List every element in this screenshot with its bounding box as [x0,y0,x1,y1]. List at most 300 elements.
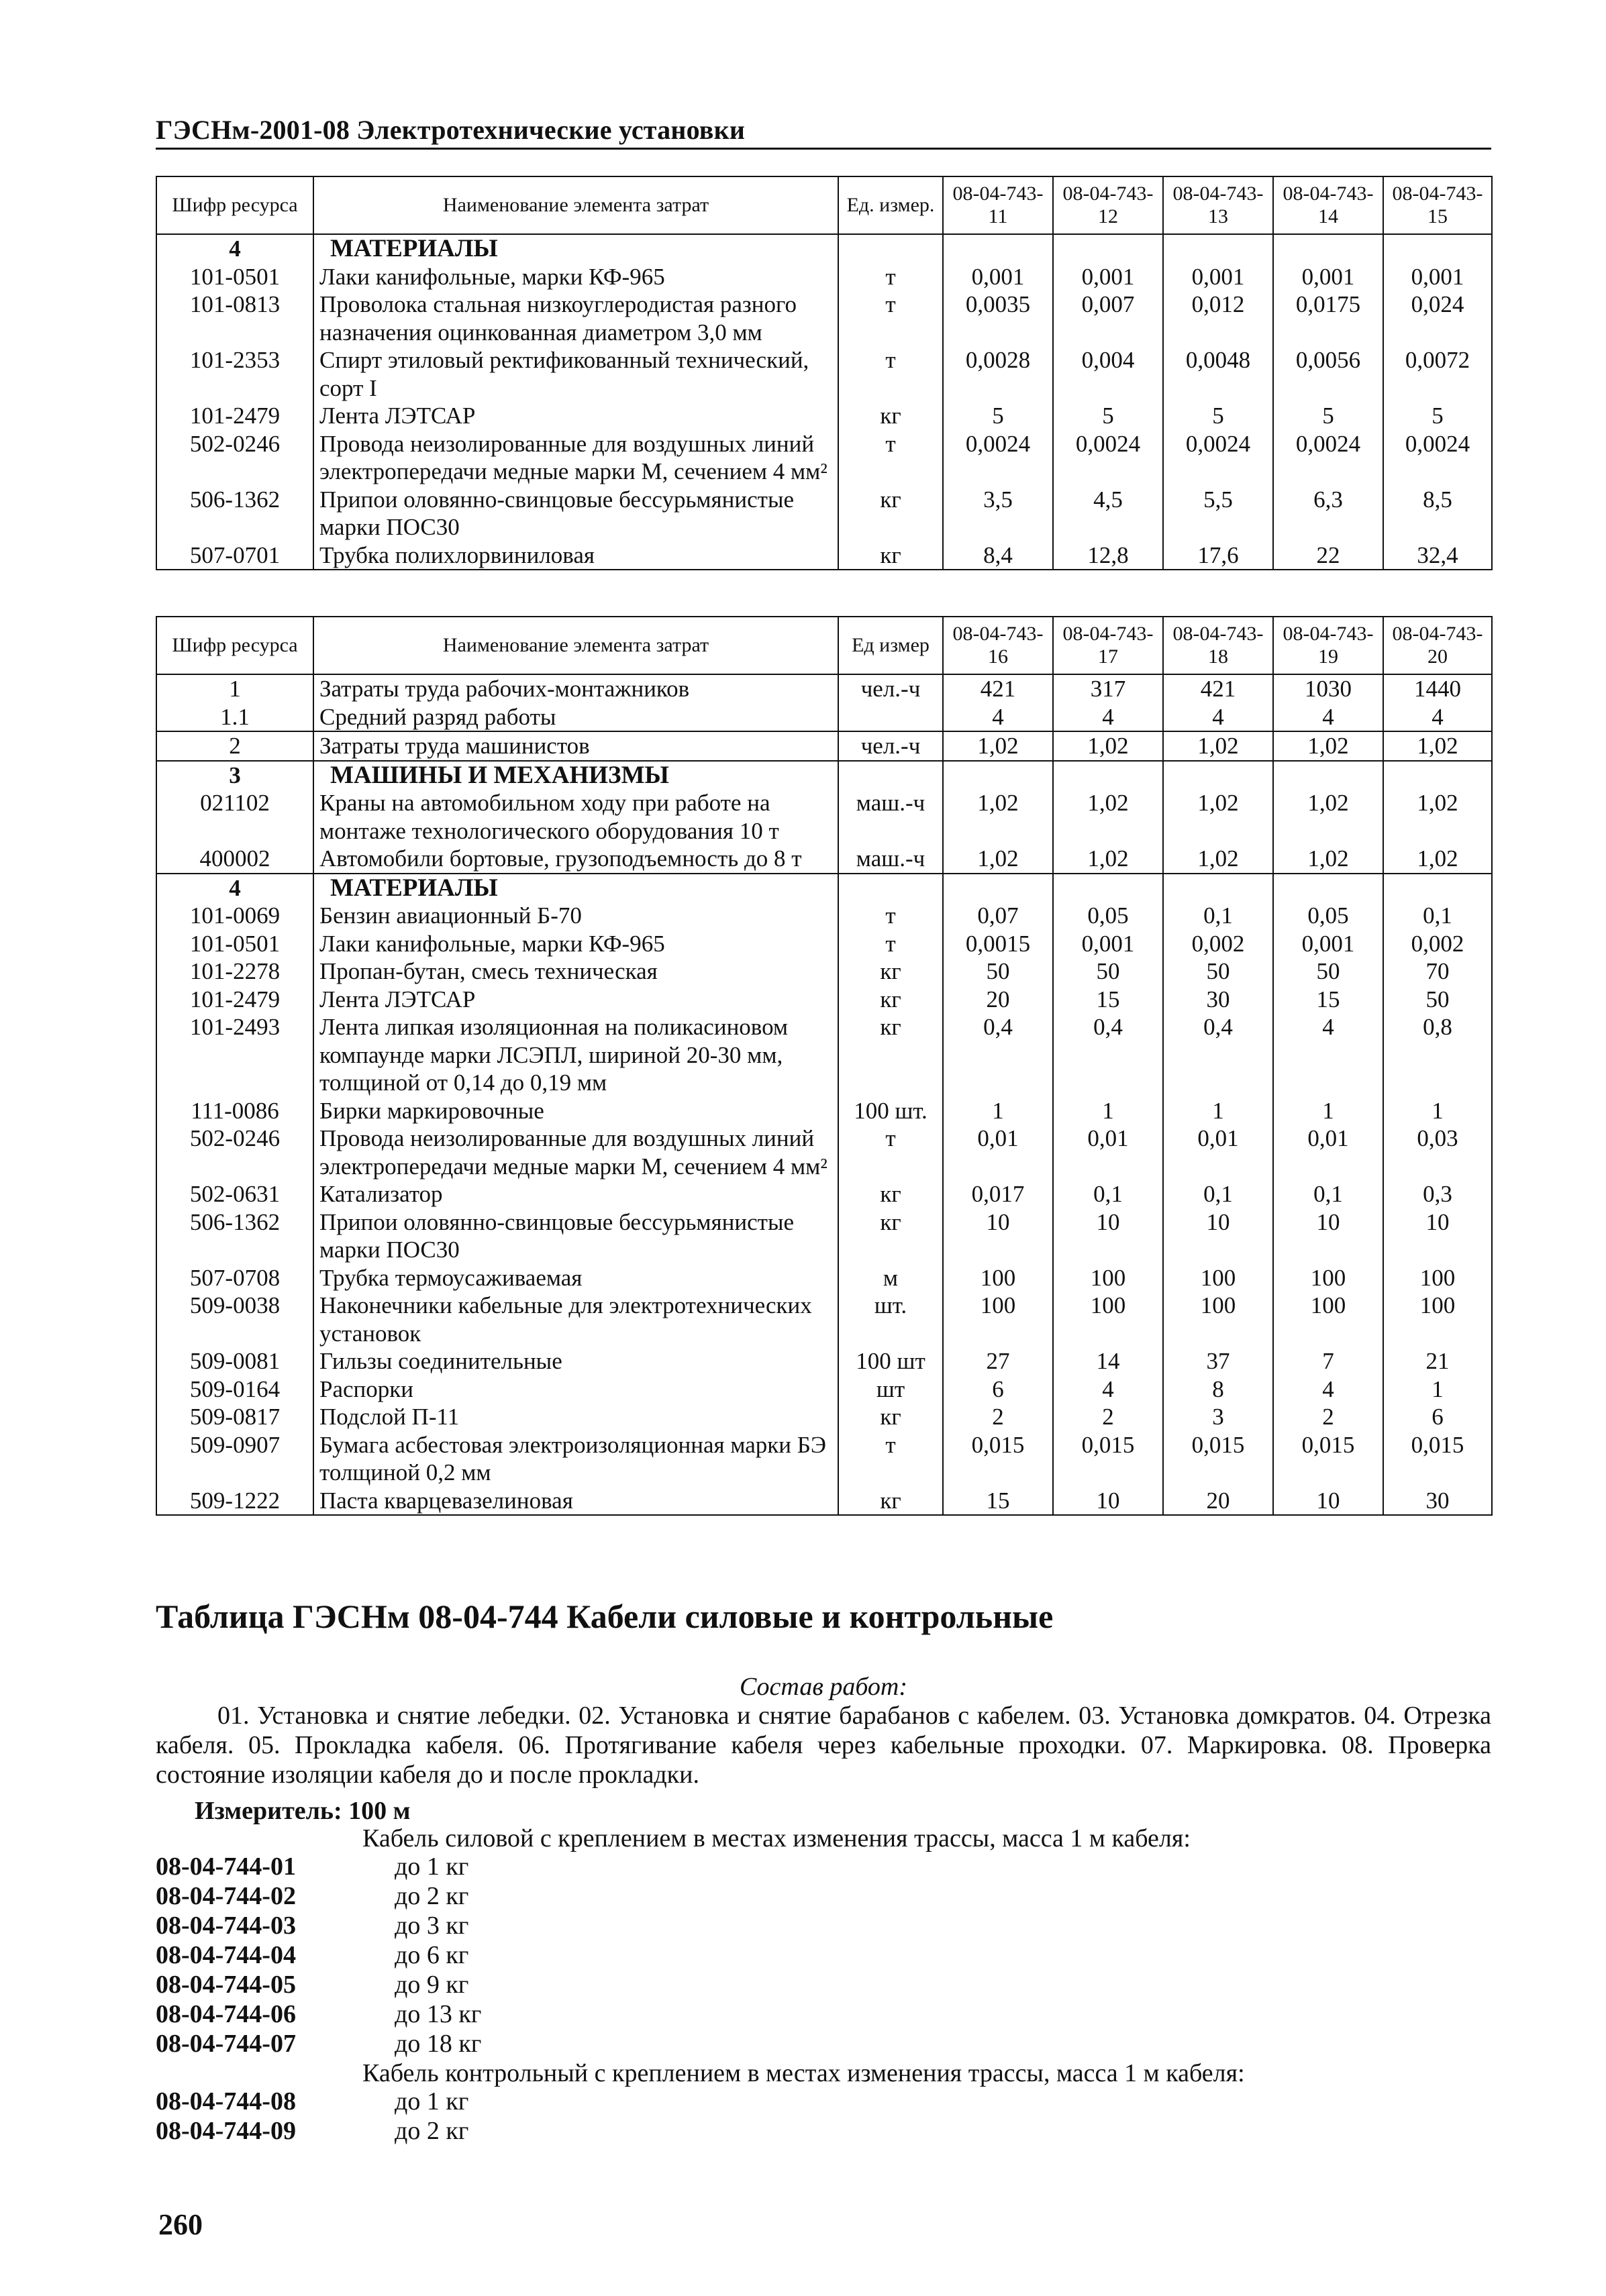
cell-name: Автомобили бортовые, грузоподъемность до 8 т [313,845,838,874]
cell-name: Лента липкая изоляционная на поликасиновом компаунде марки ЛСЭПЛ, шириной 20-30 мм, толщиной от 0,14 до 0,19 мм [313,1013,838,1097]
table-row [156,541,1492,570]
resource-table-743-11-15 [156,176,1493,570]
cell-value: 27 [943,1347,1053,1375]
cell-value: 100 [1273,1264,1383,1292]
cell-unit: кг [838,1013,943,1097]
cell-unit: 100 шт [838,1347,943,1375]
item-code: 08-04-744-03 [156,1912,296,1940]
cell-value: 10 [1053,1208,1163,1264]
header-col-4: 08-04-743-19 [1273,617,1383,674]
cell-name: МАТЕРИАЛЫ [313,234,838,263]
cell-name: Бензин авиационный Б-70 [313,902,838,930]
cell-unit: т [838,291,943,346]
cell-name: Гильзы соединительные [313,1347,838,1375]
cell-value: 1030 [1273,674,1383,703]
cell-value: 22 [1273,541,1383,570]
header-col-5: 08-04-743-20 [1383,617,1492,674]
cell-value: 1,02 [1053,845,1163,874]
cell-value: 8 [1163,1375,1273,1404]
section-row [156,234,1492,263]
table-row [156,1403,1492,1431]
cell-value: 0,0035 [943,291,1053,346]
cell-code: 101-0813 [156,291,313,346]
composition-heading: Состав работ: [739,1673,908,1701]
cell-name: Бирки маркировочные [313,1097,838,1125]
cell-value: 0,01 [1273,1125,1383,1180]
cell-unit: шт. [838,1292,943,1347]
cell-value: 70 [1383,957,1492,986]
cell-value: 0,1 [1273,1180,1383,1208]
cell-value: 100 [1053,1264,1163,1292]
cell-value: 4,5 [1053,486,1163,541]
item-code: 08-04-744-02 [156,1882,296,1910]
cell-value: 4 [1273,703,1383,732]
cell-name: Трубка полихлорвиниловая [313,541,838,570]
cell-value: 100 [1053,1292,1163,1347]
cell-value: 20 [1163,1487,1273,1516]
header-col-1: 08-04-743-16 [943,617,1053,674]
cell-value: 15 [943,1487,1053,1516]
cell-value [1163,761,1273,790]
cell-value: 5 [1163,402,1273,430]
cell-value: 0,1 [1053,1180,1163,1208]
table-row [156,902,1492,930]
section-title: Таблица ГЭСНм 08-04-744 Кабели силовые и контрольные [156,1598,1054,1635]
cell-value: 50 [1383,986,1492,1014]
item-code: 08-04-744-09 [156,2117,296,2145]
cell-value: 0,05 [1273,902,1383,930]
cell-code: 509-0081 [156,1347,313,1375]
item-desc: до 2 кг [395,1882,469,1910]
cell-value: 1 [1053,1097,1163,1125]
cell-value: 10 [1383,1208,1492,1264]
cell-code: 021102 [156,789,313,845]
cell-value: 2 [1053,1403,1163,1431]
header-col-2: 08-04-743-12 [1053,176,1163,234]
cell-value: 30 [1163,986,1273,1014]
cell-unit: кг [838,402,943,430]
table-row [156,1431,1492,1487]
header-col-3: 08-04-743-18 [1163,617,1273,674]
cell-code: 101-0501 [156,930,313,958]
cell-name: Наконечники кабельные для электротехнических установок [313,1292,838,1347]
cell-value: 0,0024 [1053,430,1163,486]
table-header-row [156,176,1492,234]
item-code: 08-04-744-07 [156,2030,296,2058]
header-col-5: 08-04-743-15 [1383,176,1492,234]
item-code: 08-04-744-06 [156,2000,296,2028]
cell-unit: м [838,1264,943,1292]
cell-value [1053,761,1163,790]
list-item [156,1881,468,1911]
cell-value: 50 [1163,957,1273,986]
cell-name: Спирт этиловый ректификованный технический, сорт I [313,346,838,402]
cell-value: 0,015 [943,1431,1053,1487]
cell-value: 6 [1383,1403,1492,1431]
cell-value: 0,001 [1273,263,1383,291]
list-item [156,2116,468,2146]
cell-value: 50 [1053,957,1163,986]
cell-name: Лента ЛЭТСАР [313,986,838,1014]
cell-unit: чел.-ч [838,674,943,703]
cell-value: 1,02 [1053,789,1163,845]
header-col-2: 08-04-743-17 [1053,617,1163,674]
table-row [156,1375,1492,1404]
cell-value: 0,001 [1053,263,1163,291]
resource-table-743-16-20 [156,616,1493,1516]
cell-value: 10 [1163,1208,1273,1264]
cell-value: 100 [1383,1292,1492,1347]
cell-value: 1,02 [1273,731,1383,761]
cell-value: 15 [1053,986,1163,1014]
table-row [156,1097,1492,1125]
cell-name: МАТЕРИАЛЫ [313,874,838,902]
table-row [156,703,1492,732]
cell-value: 37 [1163,1347,1273,1375]
cell-value [1053,874,1163,902]
cell-name: Затраты труда рабочих-монтажников [313,674,838,703]
cell-code: 400002 [156,845,313,874]
table-row [156,1013,1492,1097]
cell-name: Лаки канифольные, марки КФ-965 [313,263,838,291]
table-row [156,1264,1492,1292]
cell-value: 0,0028 [943,346,1053,402]
cell-unit: кг [838,986,943,1014]
cell-value: 1,02 [1273,789,1383,845]
cell-unit: кг [838,1487,943,1516]
cell-name: Катализатор [313,1180,838,1208]
cell-unit: кг [838,1180,943,1208]
cell-name: Бумага асбестовая электроизоляционная марки БЭ толщиной 0,2 мм [313,1431,838,1487]
cell-value: 1,02 [943,845,1053,874]
cell-value: 4 [1273,1013,1383,1097]
header-col-3: 08-04-743-13 [1163,176,1273,234]
cell-value: 0,4 [1053,1013,1163,1097]
cell-value [943,761,1053,790]
cell-code: 111-0086 [156,1097,313,1125]
cell-code: 101-2479 [156,986,313,1014]
header-rule [156,148,1491,150]
cell-value: 0,0056 [1273,346,1383,402]
cell-name: Провода неизолированные для воздушных линий электропередачи медные марки М, сечением 4 мм² [313,430,838,486]
running-header: ГЭСНм-2001-08 Электротехнические установки [156,115,746,145]
cell-value: 7 [1273,1347,1383,1375]
cell-unit [838,761,943,790]
cell-value: 0,001 [1163,263,1273,291]
item-code: 08-04-744-05 [156,1971,296,1999]
header-code: Шифр ресурса [156,617,313,674]
cell-value: 1,02 [1053,731,1163,761]
item-desc: до 13 кг [395,2000,482,2028]
table-row [156,731,1492,761]
cell-value: 14 [1053,1347,1163,1375]
cell-unit: маш.-ч [838,845,943,874]
table-row [156,1125,1492,1180]
item-code: 08-04-744-01 [156,1853,296,1881]
cell-value: 0,8 [1383,1013,1492,1097]
cell-code: 101-0069 [156,902,313,930]
cell-code: 509-1222 [156,1487,313,1516]
cell-value: 421 [943,674,1053,703]
cell-code: 506-1362 [156,1208,313,1264]
cell-value: 12,8 [1053,541,1163,570]
item-desc: до 9 кг [395,1971,469,1999]
cell-value: 1440 [1383,674,1492,703]
cell-value: 10 [1273,1487,1383,1516]
table-row [156,1208,1492,1264]
list-item [156,1940,468,1970]
cell-name: Средний разряд работы [313,703,838,732]
cell-value: 3,5 [943,486,1053,541]
item-desc: до 3 кг [395,1912,469,1940]
table-row [156,1487,1492,1516]
cell-value: 5 [943,402,1053,430]
cell-value: 50 [943,957,1053,986]
cell-code: 101-2493 [156,1013,313,1097]
cell-value: 0,024 [1383,291,1492,346]
cell-value: 0,01 [1163,1125,1273,1180]
cell-value: 0,4 [943,1013,1053,1097]
cell-value [1163,874,1273,902]
cell-code: 101-2278 [156,957,313,986]
cell-value: 5 [1273,402,1383,430]
table-row [156,674,1492,703]
table-row [156,1292,1492,1347]
cell-value: 0,01 [1053,1125,1163,1180]
cell-value [1273,761,1383,790]
cell-value: 0,012 [1163,291,1273,346]
cell-unit: т [838,263,943,291]
cell-value: 0,1 [1383,902,1492,930]
cell-value: 5 [1053,402,1163,430]
table-body [156,674,1492,1515]
cell-value: 0,001 [1383,263,1492,291]
meter [195,1796,411,1826]
item-desc: до 1 кг [395,1853,469,1881]
cell-value: 20 [943,986,1053,1014]
cell-name: Провода неизолированные для воздушных линий электропередачи медные марки М, сечением 4 мм² [313,1125,838,1180]
cell-value: 0,0048 [1163,346,1273,402]
header-name: Наименование элемента затрат [313,617,838,674]
cell-unit: кг [838,1403,943,1431]
cell-value: 0,0024 [1163,430,1273,486]
cell-code: 509-0817 [156,1403,313,1431]
cell-value: 4 [1273,1375,1383,1404]
cell-value: 100 [943,1292,1053,1347]
meter-label: Измеритель: [195,1797,342,1825]
cell-value [943,234,1053,263]
group-caption-control: Кабель контрольный с креплением в местах изменения трассы, масса 1 м кабеля: [362,2059,1245,2087]
cell-value: 0,001 [943,263,1053,291]
cell-value [1383,874,1492,902]
cell-code: 509-0038 [156,1292,313,1347]
cell-name: Проволока стальная низкоуглеродистая разного назначения оцинкованная диаметром 3,0 мм [313,291,838,346]
cell-code: 502-0246 [156,1125,313,1180]
cell-value: 6,3 [1273,486,1383,541]
cell-value: 1,02 [1273,845,1383,874]
cell-value: 0,0072 [1383,346,1492,402]
cell-name: Лента ЛЭТСАР [313,402,838,430]
cell-name: Распорки [313,1375,838,1404]
cell-value: 0,4 [1163,1013,1273,1097]
cell-value: 0,002 [1163,930,1273,958]
cell-name: Затраты труда машинистов [313,731,838,761]
cell-name: Трубка термоусаживаемая [313,1264,838,1292]
cell-value: 1,02 [1383,845,1492,874]
cell-value: 0,01 [943,1125,1053,1180]
table-header-row [156,617,1492,674]
list-item [156,1999,481,2029]
item-desc: до 2 кг [395,2117,469,2145]
cell-value: 8,5 [1383,486,1492,541]
cell-unit: шт [838,1375,943,1404]
cell-code: 2 [156,731,313,761]
cell-value: 32,4 [1383,541,1492,570]
cell-value: 0,0015 [943,930,1053,958]
cell-value: 1,02 [1163,731,1273,761]
cell-value: 100 [943,1264,1053,1292]
cell-value: 50 [1273,957,1383,986]
meter-value: 100 м [348,1797,411,1825]
cell-unit: маш.-ч [838,789,943,845]
cell-value: 317 [1053,674,1163,703]
cell-value: 5,5 [1163,486,1273,541]
cell-unit: т [838,930,943,958]
section-row [156,761,1492,790]
cell-unit: 100 шт. [838,1097,943,1125]
list-item [156,1852,468,1881]
cell-value: 0,1 [1163,902,1273,930]
table-row [156,986,1492,1014]
table-row [156,957,1492,986]
item-code: 08-04-744-04 [156,1941,296,1969]
cell-code: 502-0631 [156,1180,313,1208]
cell-name: Лаки канифольные, марки КФ-965 [313,930,838,958]
cell-value: 421 [1163,674,1273,703]
cell-unit: т [838,1125,943,1180]
cell-value: 8,4 [943,541,1053,570]
header-name: Наименование элемента затрат [313,176,838,234]
cell-value: 1 [943,1097,1053,1125]
cell-unit [838,234,943,263]
cell-value: 0,03 [1383,1125,1492,1180]
cell-code: 4 [156,234,313,263]
cell-code: 101-0501 [156,263,313,291]
cell-code: 3 [156,761,313,790]
cell-code: 507-0708 [156,1264,313,1292]
cell-value: 4 [1383,703,1492,732]
table-row [156,402,1492,430]
cell-value: 0,015 [1383,1431,1492,1487]
cell-unit: т [838,430,943,486]
cell-value: 1,02 [1383,789,1492,845]
item-code: 08-04-744-08 [156,2087,296,2116]
cell-value: 1,02 [1163,845,1273,874]
header-code: Шифр ресурса [156,176,313,234]
table-row [156,430,1492,486]
cell-value: 4 [1053,703,1163,732]
cell-name: Краны на автомобильном ходу при работе на монтаже технологического оборудования 10 т [313,789,838,845]
cell-value: 15 [1273,986,1383,1014]
cell-value: 100 [1163,1292,1273,1347]
cell-value: 0,015 [1053,1431,1163,1487]
cell-code: 502-0246 [156,430,313,486]
cell-value: 1 [1163,1097,1273,1125]
cell-code: 101-2479 [156,402,313,430]
cell-value: 1,02 [943,731,1053,761]
cell-code: 4 [156,874,313,902]
header-col-4: 08-04-743-14 [1273,176,1383,234]
cell-value: 30 [1383,1487,1492,1516]
cell-unit: чел.-ч [838,731,943,761]
table-row [156,1180,1492,1208]
list-item [156,2087,468,2116]
cell-value [1053,234,1163,263]
cell-value [1273,234,1383,263]
table-row [156,346,1492,402]
cell-value: 6 [943,1375,1053,1404]
composition-text: 01. Установка и снятие лебедки. 02. Установка и снятие барабанов с кабелем. 03. Установка домкратов. 04. Отрезка кабеля. 05. Прокладка кабеля. 06. Протягивание кабеля через кабельные проходки. 07. Маркировка. 08. Проверка состояние изоляции кабеля до и после прокладки. [156,1702,1491,1789]
cell-value: 1 [1383,1097,1492,1125]
cell-value: 0,0024 [943,430,1053,486]
cell-value: 5 [1383,402,1492,430]
cell-value: 0,0024 [1273,430,1383,486]
cell-value: 4 [1053,1375,1163,1404]
cell-value: 4 [943,703,1053,732]
table-row [156,486,1492,541]
cell-code: 509-0907 [156,1431,313,1487]
cell-value: 10 [1053,1487,1163,1516]
cell-code: 1 [156,674,313,703]
list-item [156,2029,481,2058]
cell-value: 0,07 [943,902,1053,930]
cell-value: 1 [1273,1097,1383,1125]
header-unit: Ед. измер. [838,176,943,234]
cell-value: 21 [1383,1347,1492,1375]
cell-value: 0,001 [1053,930,1163,958]
cell-unit: кг [838,541,943,570]
cell-value: 1,02 [943,789,1053,845]
cell-name: Паста кварцевазелиновая [313,1487,838,1516]
cell-value [1383,234,1492,263]
cell-code: 1.1 [156,703,313,732]
cell-name: Пропан-бутан, смесь техническая [313,957,838,986]
cell-value: 2 [1273,1403,1383,1431]
cell-unit [838,703,943,732]
item-desc: до 18 кг [395,2030,482,2058]
cell-value: 10 [1273,1208,1383,1264]
table-body [156,234,1492,570]
cell-code: 509-0164 [156,1375,313,1404]
cell-value: 2 [943,1403,1053,1431]
page-number: 260 [158,2208,203,2241]
cell-value: 100 [1383,1264,1492,1292]
header-unit: Ед измер [838,617,943,674]
cell-unit: т [838,902,943,930]
cell-value: 0,002 [1383,930,1492,958]
cell-value: 4 [1163,703,1273,732]
cell-value [1163,234,1273,263]
cell-value: 0,004 [1053,346,1163,402]
table-row [156,930,1492,958]
cell-code: 507-0701 [156,541,313,570]
table-row [156,263,1492,291]
cell-value: 0,3 [1383,1180,1492,1208]
cell-value: 10 [943,1208,1053,1264]
cell-value: 1 [1383,1375,1492,1404]
cell-value: 3 [1163,1403,1273,1431]
cell-unit: т [838,1431,943,1487]
